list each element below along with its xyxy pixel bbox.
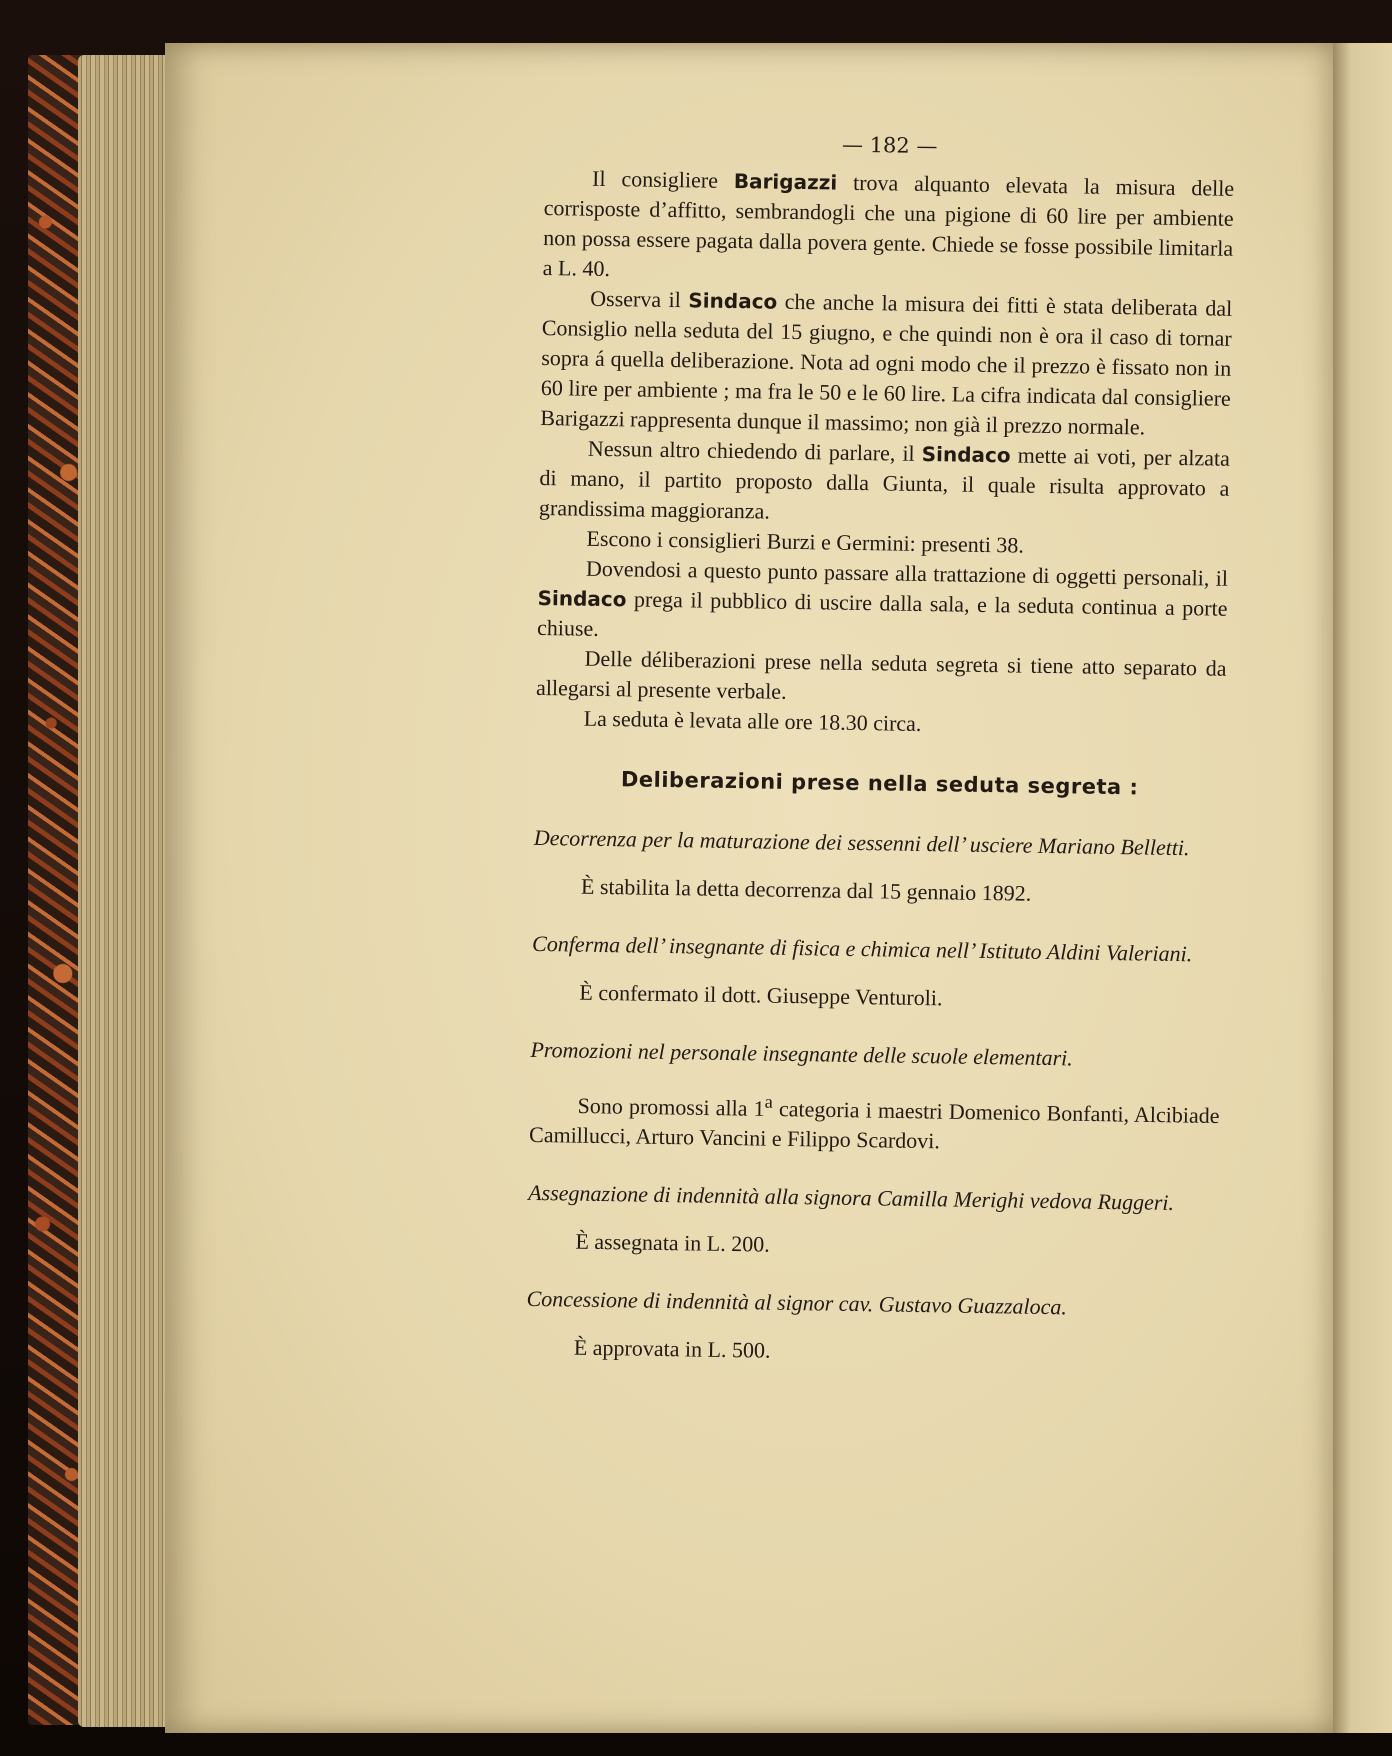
deliberation-4-title: Assegnazione di indennità alla signora Camilla Merighi vedova Ruggeri. [528,1180,1175,1216]
ordinal-superscript: a [764,1091,774,1112]
deliberation-1-body: È stabilita la detta decorrenza dal 15 gennaio 1892. [580,873,1032,906]
paragraph-3 [539,433,1230,534]
paragraph-2-after: che anche la misura dei fitti è stata deliberata dal Consiglio nella seduta del 15 giugno, e che quindi non è ora il caso di tornar sopra á quella deliberazione. Nota ad ogni modo che il prezzo è fissato non in 60 lire per ambiente ; ma fra le 50 e le 60 lire. La cifra indicata dal consigliere Barigazzi rappresenta dunque il massimo; non già il prezzo normale. [540,288,1233,440]
speaker-name: Sindaco [537,585,627,612]
paragraph-5-before: Dovendosi a questo punto passare alla trattazione di oggetti personali, il [585,555,1229,591]
paragraph-1-before: Il consigliere [591,165,735,193]
deliberation-3-title: Promozioni nel personale insegnante delle scuole elementari. [530,1036,1073,1071]
speaker-name: Sindaco [688,288,778,314]
deliberation-2-body: È confermato il dott. Giuseppe Venturoli. [579,979,943,1011]
deliberation-4-body: È assegnata in L. 200. [575,1228,770,1257]
deliberation-5-body: È approvata in L. 500. [573,1334,771,1364]
paragraph-1-after: trova alquanto elevata la misura delle corrisposte d’affitto, sembrandogli che una pigione di 60 lire per ambiente non possa essere pagata dalla povera gente. Chiede se fosse possibile limitarla a L. 40. [542,169,1235,282]
page-text [525,125,1235,1401]
facing-page [1333,43,1392,1733]
speaker-name: Barigazzi [733,168,838,195]
section-title: Deliberazioni prese nella seduta segreta : [620,767,1139,800]
deliberation-1-title: Decorrenza per la maturazione dei sessenni dell’ usciere Mariano Belletti. [533,824,1190,861]
paragraph-7: La seduta è levata alle ore 18.30 circa. [583,705,922,736]
paragraph-1 [543,163,1235,294]
paragraph-5-after: prega il pubblico di uscire dalla sala, e la seduta continua a porte chiuse. [536,586,1228,641]
deliberation-3-body-after: categoria i maestri Domenico Bonfanti, Alcibiade Camillucci, Arturo Vancini e Filippo Scardovi. [528,1096,1220,1154]
page-number: — 182 — [841,132,938,159]
deliberation-2-title: Conferma dell’ insegnante di fisica e chimica nell’ Istituto Aldini Valeriani. [531,930,1193,967]
paragraph-2-before: Osserva il [590,285,689,313]
paragraph-4: Escono i consiglieri Burzi e Germini: presenti 38. [586,525,1025,558]
paragraph-3-before: Nessun altro chiedendo di parlare, il [587,435,922,466]
paragraph-2 [540,283,1232,444]
deliberation-3-body-before: Sono promossi alla 1 [577,1092,765,1121]
deliberation-3-body [529,1083,1220,1161]
paragraph-6: Delle déliberazioni prese nella seduta segreta si tiene atto separato da allegarsi al presente verbale. [535,645,1227,704]
deliberation-5-title: Concessione di indennità al signor cav. Gustavo Guazzaloca. [526,1286,1068,1320]
paragraph-5 [537,553,1228,654]
page-block-edges [78,55,170,1727]
paragraph-3-after: mette ai voti, per alzata di mano, il partito proposto dalla Giunta, il quale risulta approvato a grandissima maggioranza. [538,442,1231,524]
speaker-name: Sindaco [921,441,1011,468]
